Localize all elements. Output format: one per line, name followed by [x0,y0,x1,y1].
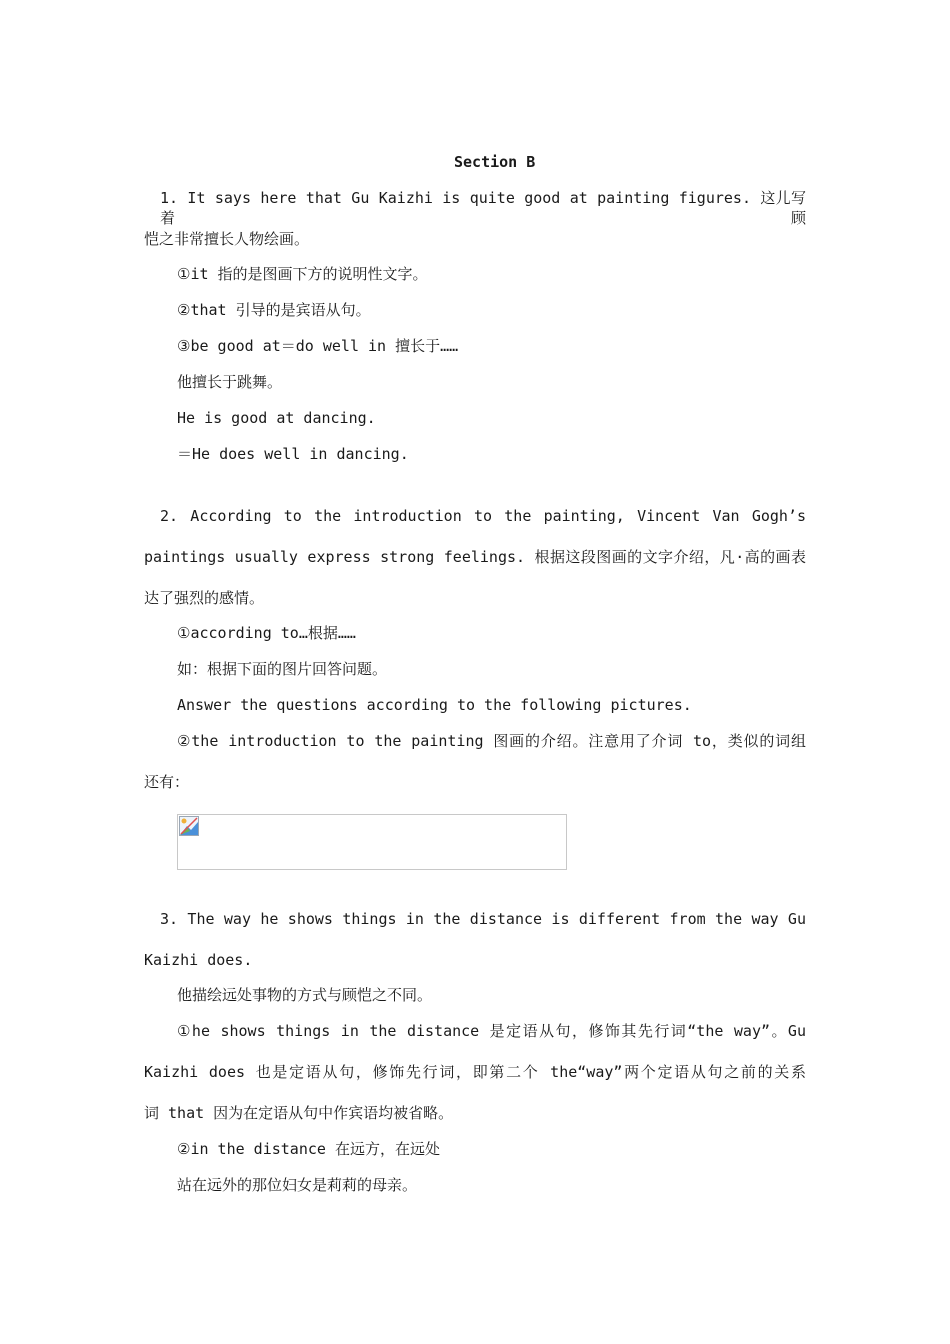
item3-example-cn: 站在远外的那位妇女是莉莉的母亲。 [177,1176,418,1194]
item1-example-en1: He is good at dancing. [177,409,376,427]
item3-note1-line2: Kaizhi does 也是定语从句，修饰先行词，即第二个 the“way”两个定语从句之前的关系 [144,1063,806,1081]
item2-note2-line2: 还有： [144,773,190,791]
item1-example-cn: 他擅长于跳舞。 [177,373,283,391]
item2-note1: ①according to…根据…… [177,624,356,642]
item3-sentence-line1: 3. The way he shows things in the distance is different from the way Gu [160,910,806,928]
broken-image-placeholder [177,814,567,870]
item2-sentence-line1: 2. According to the introduction to the painting, Vincent Van Gogh’s [160,507,806,525]
item1-sentence-line2: 恺之非常擅长人物绘画。 [144,230,310,248]
item1-note3: ③be good at＝do well in 擅长于…… [177,337,459,355]
item3-sentence-line2: Kaizhi does. [144,951,253,969]
item2-example-cn: 如：根据下面的图片回答问题。 [177,660,388,678]
item3-note1-line1: ①he shows things in the distance 是定语从句，修饰其先行词“the way”。Gu [177,1022,806,1040]
item1-sentence-line1: 1. It says here that Gu Kaizhi is quite good at painting figures. 这儿写着顾 [160,189,806,227]
item2-sentence-line2: paintings usually express strong feelings. 根据这段图画的文字介绍，凡·高的画表 [144,548,806,566]
item3-note2: ②in the distance 在远方，在远处 [177,1140,440,1158]
item2-note2-line1: ②the introduction to the painting 图画的介绍。注意用了介词 to，类似的词组 [177,732,806,750]
item1-note1: ①it 指的是图画下方的说明性文字。 [177,265,428,283]
item3-translation: 他描绘远处事物的方式与顾恺之不同。 [177,986,433,1004]
broken-image-icon [179,816,199,836]
item2-example-en: Answer the questions according to the following pictures. [177,696,692,714]
item3-note1-line3: 词 that 因为在定语从句中作宾语均被省略。 [144,1104,454,1122]
item2-sentence-line3: 达了强烈的感情。 [144,589,265,607]
item1-note2: ②that 引导的是宾语从句。 [177,301,371,319]
section-title: Section B [454,153,536,171]
item1-example-en2: ＝He does well in dancing. [177,445,409,463]
